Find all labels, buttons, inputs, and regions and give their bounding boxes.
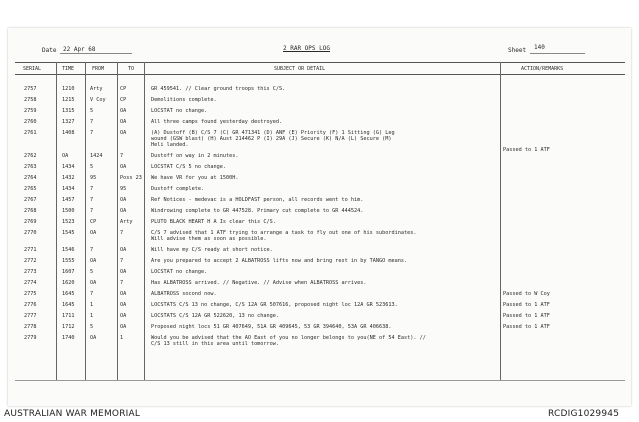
row-from: 7	[90, 118, 94, 125]
row-serial: 2764	[24, 175, 37, 182]
row-to: 7	[120, 153, 124, 160]
row-time: 1457	[62, 196, 75, 203]
row-detail-line: Dustoff complete.	[151, 186, 205, 192]
row-remarks: Passed to 1 ATF	[503, 147, 550, 154]
row-from: 5	[90, 107, 94, 114]
row-from: 1	[90, 312, 94, 319]
row-to: OA	[120, 196, 127, 203]
row-serial: 2773	[24, 268, 37, 275]
row-serial: 2775	[24, 290, 37, 297]
row-detail-line: LOCSTAT no change.	[151, 107, 208, 114]
row-from: OA	[90, 229, 97, 236]
row-serial: 2772	[24, 257, 37, 264]
col-header-serial: SERIAL	[23, 66, 42, 72]
row-to: OA	[120, 312, 127, 319]
row-serial: 2763	[24, 164, 37, 171]
row-from: OA	[90, 257, 97, 264]
row-serial: 2776	[24, 301, 37, 308]
row-detail-line: LOCSTATS C/S 13 no change, C/S 12A GR 507616, proposed night loc 12A GR 523613.	[151, 301, 398, 308]
row-from: 7	[90, 246, 94, 253]
col-header-to: TO	[128, 66, 135, 72]
row-detail-line: LOCSTATS C/S 12A GR 522620, 13 no change.	[151, 312, 280, 319]
footer-institution: AUSTRALIAN WAR MEMORIAL	[4, 409, 141, 419]
row-detail-line: Would you be advised that the AO East of you no longer belongs to you(NE of 54 East). //	[151, 334, 426, 341]
row-serial: 2762	[24, 153, 37, 160]
row-serial: 2769	[24, 218, 37, 225]
row-serial: 2770	[24, 229, 37, 236]
row-time: 1500	[62, 207, 75, 214]
row-to: OA	[120, 246, 127, 253]
row-time: 1315	[62, 107, 75, 114]
col-divider-time	[85, 62, 86, 380]
row-time: 1432	[62, 175, 75, 182]
row-time: 1210	[62, 86, 75, 92]
row-time: 1620	[62, 279, 75, 286]
date-underline	[60, 53, 132, 54]
row-to: 7	[120, 257, 124, 264]
row-detail-line: Will have my C/S ready at short notice.	[151, 246, 273, 253]
row-from: 7	[90, 129, 94, 136]
row-detail-line: (A) Dustoff (B) C/S 7 (C) GR 471341 (D) ANF (E) Priority (F) 1 Sitting (G) Leg	[151, 129, 395, 136]
row-time: 1434	[62, 186, 75, 192]
row-from: 7	[90, 196, 94, 203]
row-time: 1645	[62, 290, 75, 297]
row-time: 1434	[62, 164, 75, 171]
row-to: OA	[120, 107, 127, 114]
row-to: OA	[120, 207, 127, 214]
row-serial: 2774	[24, 279, 37, 286]
row-detail-line: GR 459541. // Clear ground troops this C/S.	[151, 86, 286, 92]
row-time: 1740	[62, 334, 75, 341]
row-to: OA	[120, 323, 127, 330]
row-detail-line: LOCSTAT no change.	[151, 268, 208, 275]
row-time: 1711	[62, 312, 75, 319]
row-detail-line: Windrowing complete to GR 447528. Primary cut complete to GR 444524.	[151, 207, 364, 214]
row-time: 1712	[62, 323, 75, 330]
row-serial: 2765	[24, 186, 37, 192]
sheet-label: Sheet	[508, 47, 527, 54]
row-to: OA	[120, 268, 127, 275]
footer-record-id: RCDIG1029945	[548, 409, 620, 419]
col-divider-detail	[500, 62, 501, 380]
row-from: OA	[90, 279, 97, 286]
row-from: 5	[90, 164, 94, 171]
row-detail-line: C/S 13 still in this area until tomorrow.	[151, 340, 280, 347]
row-to: 7	[120, 279, 124, 286]
row-detail-line: All three camps found yesterday destroyed.	[151, 118, 283, 125]
row-from: CP	[90, 218, 97, 225]
row-serial: 2758	[24, 96, 37, 103]
col-header-remarks: ACTION/REMARKS	[521, 66, 564, 72]
row-to: 7	[120, 229, 124, 236]
row-serial: 2761	[24, 129, 37, 136]
row-time: 1546	[62, 246, 75, 253]
col-divider-serial	[56, 62, 57, 380]
table-top-rule	[15, 62, 625, 63]
row-from: 1424	[90, 153, 103, 160]
row-remarks: Passed to 1 ATF	[503, 301, 550, 308]
row-to: OA	[120, 290, 127, 297]
row-detail-line: Proposed night locs 51 GR 407649, 51A GR 409645, 53 GR 394640, 53A GR 406638.	[151, 323, 392, 330]
row-detail-line: Are you prepared to accept 2 ALBATROSS lifts now and bring rest in by TANGO means.	[151, 257, 408, 264]
table-header-rule	[15, 74, 625, 75]
page-title: 2 RAR OPS LOG	[283, 45, 330, 52]
row-serial: 2759	[24, 107, 37, 114]
row-from: OA	[90, 334, 97, 341]
row-serial: 2771	[24, 246, 37, 253]
row-time: 1408	[62, 129, 75, 136]
row-detail-line: Demolitions complete.	[151, 96, 217, 103]
row-remarks: Passed to W Coy	[503, 290, 550, 297]
row-detail-line: C/S 7 advised that 1 ATF trying to arrange a task to fly out one of his subordinates.	[151, 229, 417, 236]
row-serial: 2779	[24, 334, 37, 341]
row-detail-line: LOCSTAT C/S 5 no change.	[151, 164, 226, 171]
row-serial: 2768	[24, 207, 37, 214]
row-to: 1	[120, 334, 124, 341]
row-to: OA	[120, 118, 127, 125]
row-time: 1545	[62, 229, 75, 236]
row-to: OA	[120, 129, 127, 136]
row-serial: 2767	[24, 196, 37, 203]
row-detail-line: Has ALBATROSS arrived. // Negative. // Advise when ALBATROSS arrives.	[151, 279, 367, 286]
row-time: 1523	[62, 218, 75, 225]
col-divider-to	[144, 62, 145, 380]
row-detail-line: We have VR for you at 1500H.	[151, 175, 239, 182]
row-to: Arty	[120, 218, 133, 225]
row-serial: 2777	[24, 312, 37, 319]
col-divider-from	[117, 62, 118, 380]
log-sheet	[8, 28, 631, 406]
row-remarks: Passed to 1 ATF	[503, 312, 550, 319]
row-serial: 2778	[24, 323, 37, 330]
row-from: 95	[90, 175, 97, 182]
row-detail-line: Will advise them as soon as possible.	[151, 236, 267, 242]
row-to: OA	[120, 164, 127, 171]
row-to: CP	[120, 86, 127, 92]
row-from: 1	[90, 301, 94, 308]
col-header-time: TIME	[62, 66, 75, 72]
row-time: 1215	[62, 96, 75, 103]
row-from: Arty	[90, 86, 103, 92]
row-time: 1607	[62, 268, 75, 275]
row-time: 1645	[62, 301, 75, 308]
row-to: Poss 23	[120, 175, 142, 182]
row-detail-line: wound (GSW blast) (H) Aust 214462 P (I) 29A (J) Secure (K) N/A (L) Secure (M)	[151, 136, 392, 142]
row-from: 5	[90, 268, 94, 275]
row-time: OA	[62, 153, 69, 160]
row-from: 5	[90, 323, 94, 330]
row-from: 7	[90, 290, 94, 297]
sheet-underline	[530, 53, 585, 54]
row-from: 7	[90, 207, 94, 214]
date-label: Date	[42, 47, 57, 54]
row-to: OA	[120, 301, 127, 308]
table-bottom-rule	[15, 380, 625, 381]
row-detail-line: Ref Notices - medevac is a HOLDFAST person, all records went to him.	[151, 196, 364, 203]
row-detail-line: PLUTO BLACK HEART H A Is clear this C/S.	[151, 218, 276, 225]
row-serial: 2760	[24, 118, 37, 125]
row-time: 1555	[62, 257, 75, 264]
col-header-subject: SUBJECT OR DETAIL	[274, 66, 326, 72]
sheet-value: 140	[534, 44, 545, 51]
row-from: V Coy	[90, 96, 106, 103]
date-value: 22 Apr 68	[63, 46, 96, 53]
row-serial: 2757	[24, 86, 37, 92]
col-header-from: FROM	[92, 66, 105, 72]
row-to: 95	[120, 186, 127, 192]
row-remarks: Passed to 1 ATF	[503, 323, 550, 330]
row-detail-line: Dustoff on way in 2 minutes.	[151, 153, 239, 160]
row-to: CP	[120, 96, 127, 103]
row-from: 7	[90, 186, 94, 192]
row-detail-line: ALBATROSS socond now.	[151, 290, 217, 297]
row-detail-line: Heli landed.	[151, 142, 189, 149]
row-time: 1327	[62, 118, 75, 125]
